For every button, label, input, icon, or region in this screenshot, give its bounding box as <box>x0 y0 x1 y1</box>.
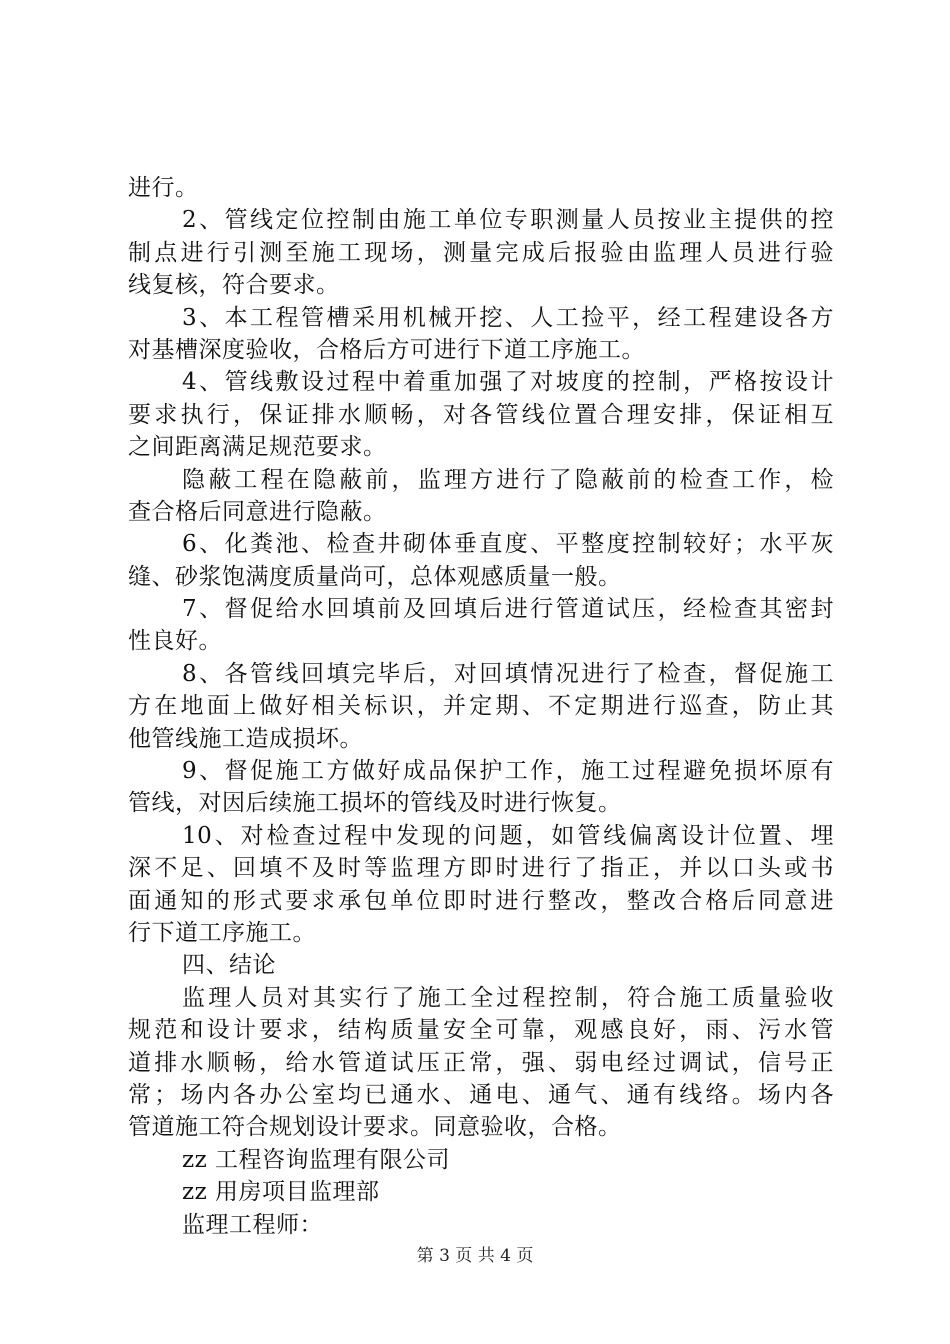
text-line: 制点进行引测至施工现场，测量完成后报验由监理人员进行验 <box>128 239 834 266</box>
text-line: 管线，对因后续施工损坏的管线及时进行恢复。 <box>128 790 622 817</box>
text-line: 10、对检查过程中发现的问题，如管线偏离设计位置、埋 <box>182 822 834 849</box>
text-line: 道排水顺畅，给水管道试压正常，强、弱电经过调试，信号正 <box>128 1049 834 1076</box>
text-line: 深不足、回填不及时等监理方即时进行了指正，并以口头或书 <box>128 855 834 882</box>
text-line: 6、化粪池、检查井砌体垂直度、平整度控制较好；水平灰 <box>182 531 834 558</box>
document-body <box>128 172 834 1241</box>
text-line: 监理人员对其实行了施工全过程控制，符合施工质量验收 <box>182 984 834 1011</box>
text-line: 9、督促施工方做好成品保护工作，施工过程避免损坏原有 <box>182 758 834 785</box>
text-line: 方在地面上做好相关标识，并定期、不定期进行巡查，防止其 <box>128 693 834 720</box>
text-line: zz 工程咨询监理有限公司 <box>182 1146 451 1173</box>
text-line: 监理工程师： <box>182 1211 323 1238</box>
text-line: 他管线施工造成损坏。 <box>128 725 363 752</box>
text-line: 隐蔽工程在隐蔽前，监理方进行了隐蔽前的检查工作，检 <box>182 466 834 493</box>
text-line: 7、督促给水回填前及回填后进行管道试压，经检查其密封 <box>182 596 834 623</box>
text-line: 四、结论 <box>182 952 276 979</box>
page-footer: 第 3 页 共 4 页 <box>416 1246 534 1266</box>
text-line: zz 用房项目监理部 <box>182 1179 380 1206</box>
text-line: 线复核，符合要求。 <box>128 272 340 299</box>
text-line: 8、各管线回填完毕后，对回填情况进行了检查，督促施工 <box>182 660 834 687</box>
text-line: 4、管线敷设过程中着重加强了对坡度的控制，严格按设计 <box>182 369 834 396</box>
text-line: 进行。 <box>128 175 199 201</box>
text-line: 性良好。 <box>128 628 222 655</box>
text-line: 行下道工序施工。 <box>128 919 316 946</box>
text-line: 2、管线定位控制由施工单位专职测量人员按业主提供的控 <box>182 207 834 234</box>
text-line: 常；场内各办公室均已通水、通电、通气、通有线络。场内各 <box>128 1081 834 1108</box>
text-line: 要求执行，保证排水顺畅，对各管线位置合理安排，保证相互 <box>128 401 834 428</box>
text-line: 管道施工符合规划设计要求。同意验收，合格。 <box>128 1114 622 1141</box>
text-line: 面通知的形式要求承包单位即时进行整改，整改合格后同意进 <box>128 887 834 914</box>
text-line: 3、本工程管槽采用机械开挖、人工捡平，经工程建设各方 <box>182 304 834 331</box>
text-line: 之间距离满足规范要求。 <box>128 434 387 461</box>
text-line: 对基槽深度验收，合格后方可进行下道工序施工。 <box>128 336 645 363</box>
text-line: 查合格后同意进行隐蔽。 <box>128 498 387 525</box>
text-line: 规范和设计要求，结构质量安全可靠，观感良好，雨、污水管 <box>128 1017 834 1044</box>
text-line: 缝、砂浆饱满度质量尚可，总体观感质量一般。 <box>128 563 622 590</box>
